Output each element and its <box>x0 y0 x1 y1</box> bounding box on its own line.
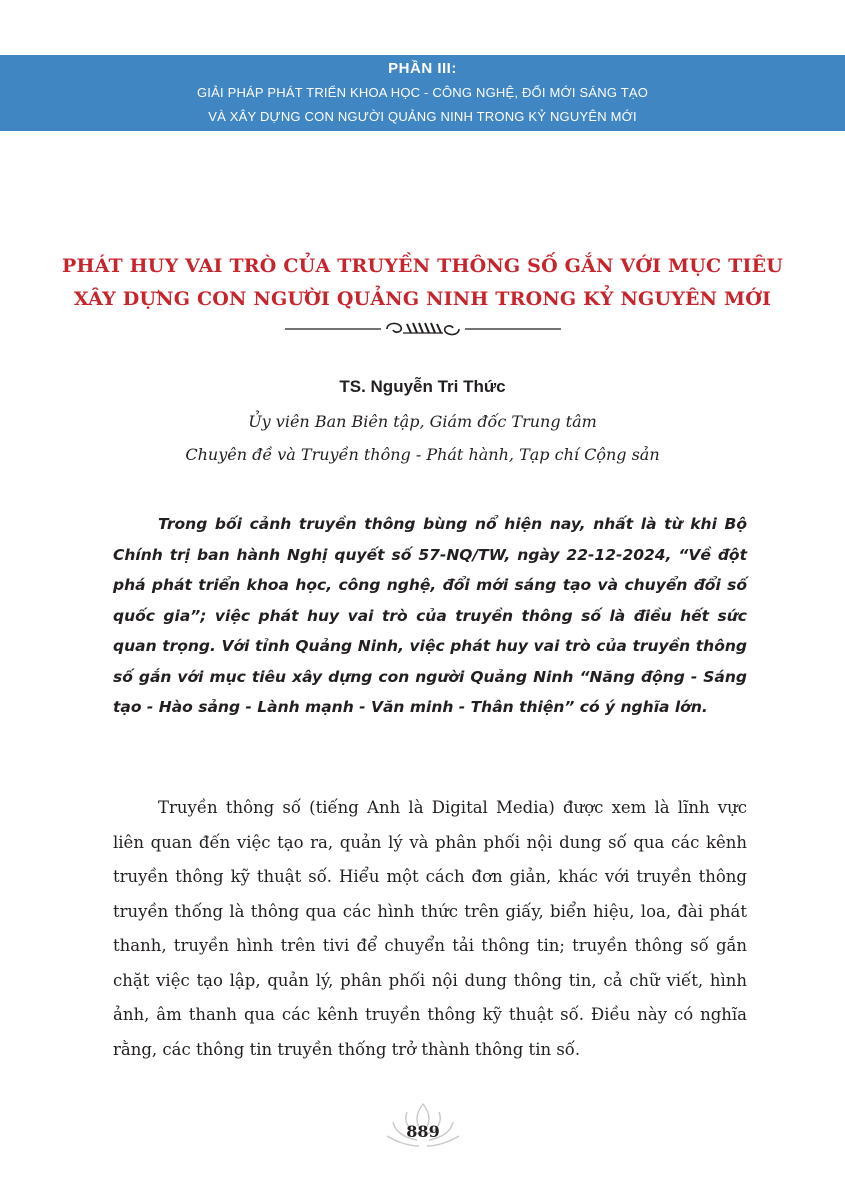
article-title-line-2: XÂY DỰNG CON NGƯỜI QUẢNG NINH TRONG KỶ NGUYÊN MỚI <box>73 288 772 310</box>
section-title-line-2: VÀ XÂY DỰNG CON NGƯỜI QUẢNG NINH TRONG KỶ NGUYÊN MỚI <box>208 109 637 124</box>
section-banner <box>0 55 845 131</box>
author-name: TS. Nguyễn Tri Thức <box>339 377 506 396</box>
section-part-label: PHẦN III: <box>388 60 457 77</box>
article-abstract: Trong bối cảnh truyền thông bùng nổ hiện nay, nhất là từ khi Bộ Chính trị ban hành Nghị quyết số 57-NQ/TW, ngày 22-12-2024, “Về đột phá phát triển khoa học, công nghệ, đổi mới sáng tạo và chuyển đổi số quốc gia”; việc phát huy vai trò của truyền thông số là điều hết sức quan trọng. Với tỉnh Quảng Ninh, việc phát huy vai trò của truyền thông số gắn với mục tiêu xây dựng con người Quảng Ninh “Năng động - Sáng tạo - Hào sảng - Lành mạnh - Văn minh - Thân thiện” có ý nghĩa lớn. <box>113 515 747 716</box>
page-number: 889 <box>406 1122 440 1141</box>
author-role-line-2: Chuyên đề và Truyền thông - Phát hành, Tạp chí Cộng sản <box>185 445 660 464</box>
author-role-line-1: Ủy viên Ban Biên tập, Giám đốc Trung tâm <box>248 412 597 431</box>
title-divider-ornament-icon <box>283 318 563 338</box>
article-body-paragraph: Truyền thông số (tiếng Anh là Digital Media) được xem là lĩnh vực liên quan đến việc tạo ra, quản lý và phân phối nội dung số qua các kênh truyền thông kỹ thuật số. Hiểu một cách đơn giản, khác với truyền thông truyền thống là thông qua các hình thức trên giấy, biển hiệu, loa, đài phát thanh, truyền hình trên tivi để chuyển tải thông tin; truyền thông số gắn chặt việc tạo lập, quản lý, phân phối nội dung thông tin, cả chữ viết, hình ảnh, âm thanh qua các kênh truyền thông kỹ thuật số. Điều này có nghĩa rằng, các thông tin truyền thống trở thành thông tin số. <box>113 798 747 1059</box>
section-title-line-1: GIẢI PHÁP PHÁT TRIỂN KHOA HỌC - CÔNG NGHỆ, ĐỔI MỚI SÁNG TẠO <box>196 85 649 100</box>
page-footer <box>385 1102 461 1156</box>
article-title-line-1: PHÁT HUY VAI TRÒ CỦA TRUYỀN THÔNG SỐ GẮN VỚI MỤC TIÊU <box>61 255 784 277</box>
